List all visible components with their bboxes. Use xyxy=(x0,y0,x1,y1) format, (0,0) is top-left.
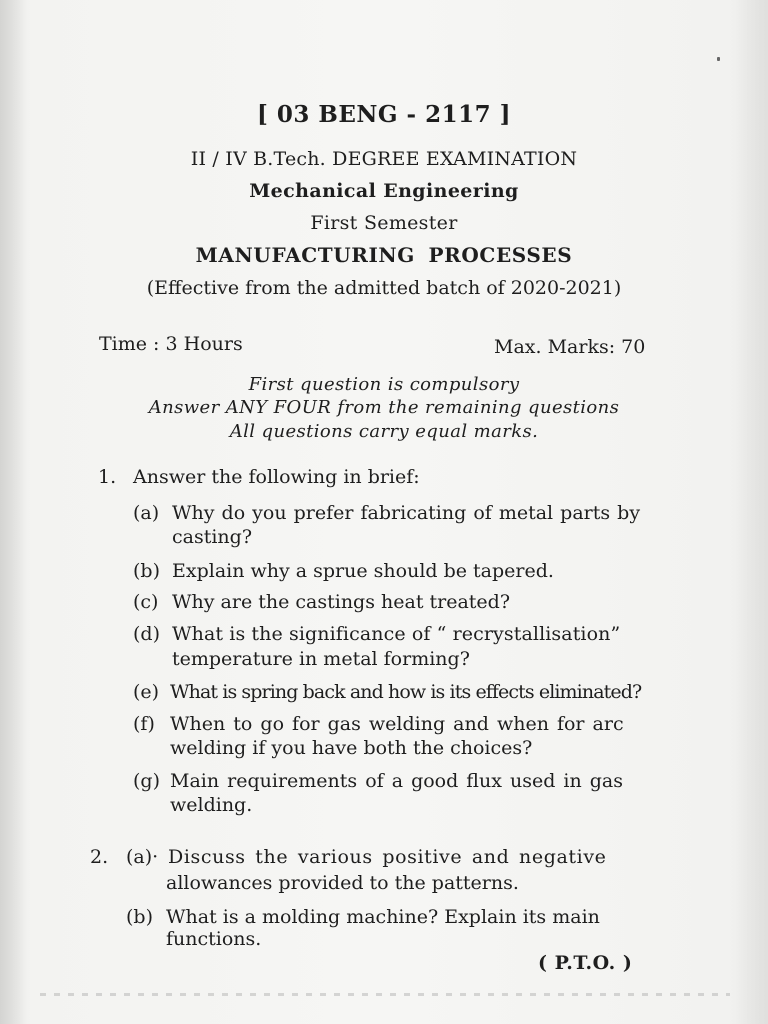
semester: First Semester xyxy=(310,212,458,234)
time-allowed: Time : 3 Hours xyxy=(99,333,243,355)
part-text: welding if you have both the choices? xyxy=(170,737,533,759)
question-number: 2. xyxy=(90,846,109,868)
part-text: Explain why a sprue should be tapered. xyxy=(172,560,554,582)
part-label: (f) xyxy=(133,713,155,735)
part-text: Why do you prefer fabricating of metal parts by xyxy=(172,502,641,524)
instruction-line: First question is compulsory xyxy=(248,374,520,395)
part-text: welding. xyxy=(170,794,253,816)
question-number: 1. xyxy=(98,466,117,488)
part-text: Discuss the various positive and negative xyxy=(168,846,607,868)
subject-title: MANUFACTURING PROCESSES xyxy=(195,243,573,267)
branch-name: Mechanical Engineering xyxy=(249,180,519,202)
instruction-line: All questions carry equal marks. xyxy=(229,421,539,442)
part-text: What is a molding machine? Explain its main xyxy=(166,906,600,928)
part-text: allowances provided to the patterns. xyxy=(166,872,519,894)
part-text: What is the significance of “ recrystallisation” xyxy=(172,623,621,645)
part-label: (g) xyxy=(133,770,160,792)
part-text: functions. xyxy=(166,928,262,950)
effective-note: (Effective from the admitted batch of 2020-2021) xyxy=(146,277,622,299)
part-label: (a)· xyxy=(126,846,159,868)
part-text: What is spring back and how is its effects eliminated? xyxy=(170,681,642,703)
paper-code: [ 03 BENG - 2117 ] xyxy=(256,101,511,128)
part-label: (e) xyxy=(133,681,160,703)
part-text: When to go for gas welding and when for arc xyxy=(170,713,624,735)
part-label: (a) xyxy=(133,502,160,524)
part-text: casting? xyxy=(172,526,253,548)
part-text: Main requirements of a good flux used in gas xyxy=(170,770,623,792)
part-text: temperature in metal forming? xyxy=(172,648,470,670)
part-label: (c) xyxy=(133,591,159,613)
instruction-line: Answer ANY FOUR from the remaining questions xyxy=(148,397,620,418)
part-text: Why are the castings heat treated? xyxy=(172,591,511,613)
part-label: (b) xyxy=(126,906,153,928)
part-label: (b) xyxy=(133,560,160,582)
max-marks: Max. Marks: 70 xyxy=(494,336,646,358)
please-turn-over: ( P.T.O. ) xyxy=(538,952,633,974)
part-label: (d) xyxy=(133,623,160,645)
exam-title: II / IV B.Tech. DEGREE EXAMINATION xyxy=(190,148,578,170)
question-text: Answer the following in brief: xyxy=(133,466,420,488)
scan-smudge xyxy=(40,993,730,996)
speck-mark xyxy=(717,57,720,61)
